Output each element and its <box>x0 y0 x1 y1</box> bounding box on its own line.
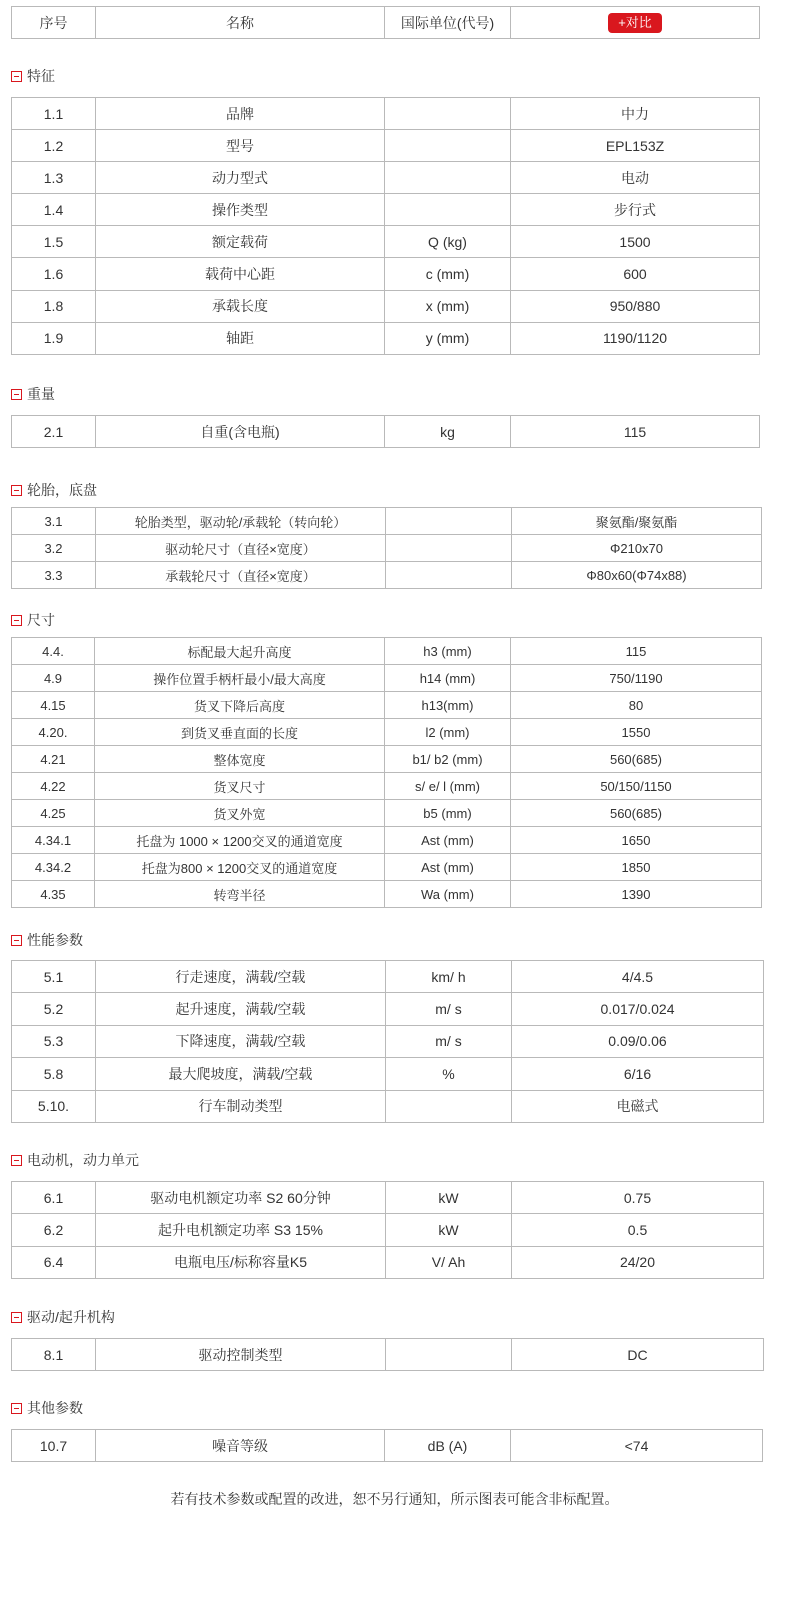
row-index: 4.35 <box>12 881 95 908</box>
collapse-minus-icon[interactable] <box>11 1155 22 1166</box>
section-title-label: 尺寸 <box>27 612 55 628</box>
row-value: 115 <box>511 416 760 448</box>
row-name: 到货叉垂直面的长度 <box>95 719 385 746</box>
table-row <box>12 1025 764 1057</box>
row-unit <box>385 162 511 194</box>
section-title-label: 特征 <box>27 68 55 84</box>
row-unit: h3 (mm) <box>385 638 511 665</box>
collapse-minus-icon[interactable] <box>11 389 22 400</box>
row-unit: kg <box>385 416 511 448</box>
row-unit: m/ s <box>386 993 512 1025</box>
table-row <box>12 322 760 354</box>
row-index: 5.10. <box>12 1090 96 1122</box>
row-index: 1.4 <box>12 194 96 226</box>
table-row <box>12 508 762 535</box>
row-unit: Wa (mm) <box>385 881 511 908</box>
table-row <box>12 1339 764 1371</box>
collapse-minus-icon[interactable] <box>11 935 22 946</box>
row-index: 4.20. <box>12 719 95 746</box>
row-name: 额定载荷 <box>96 226 385 258</box>
row-unit <box>385 98 511 130</box>
table-row <box>12 773 762 800</box>
table-row <box>12 746 762 773</box>
row-value: 聚氨酯/聚氨酯 <box>512 508 762 535</box>
section-title[interactable] <box>11 930 83 950</box>
row-index: 1.2 <box>12 130 96 162</box>
row-value: 电动 <box>511 162 760 194</box>
header-unit: 国际单位(代号) <box>385 7 511 39</box>
row-name: 品牌 <box>96 98 385 130</box>
row-value: 0.09/0.06 <box>512 1025 764 1057</box>
row-value: Φ210x70 <box>512 535 762 562</box>
row-value: 950/880 <box>511 290 760 322</box>
table-row <box>12 881 762 908</box>
row-unit <box>385 130 511 162</box>
row-index: 1.5 <box>12 226 96 258</box>
row-unit <box>386 562 512 589</box>
row-index: 1.3 <box>12 162 96 194</box>
row-name: 驱动控制类型 <box>96 1339 386 1371</box>
row-index: 1.8 <box>12 290 96 322</box>
row-value: 115 <box>511 638 762 665</box>
row-name: 轴距 <box>96 322 385 354</box>
row-name: 载荷中心距 <box>96 258 385 290</box>
row-name: 行走速度，满载/空载 <box>96 961 386 993</box>
row-index: 2.1 <box>12 416 96 448</box>
row-index: 4.34.2 <box>12 854 95 881</box>
footer-note: 若有技术参数或配置的改进，恕不另行通知，所示图表可能含非标配置。 <box>170 1491 619 1507</box>
section-title[interactable] <box>11 610 55 630</box>
row-name: 起升电机额定功率 S3 15% <box>96 1214 386 1246</box>
section-title[interactable] <box>11 1307 115 1327</box>
row-unit: % <box>386 1058 512 1090</box>
row-name: 承载长度 <box>96 290 385 322</box>
row-value: 0.017/0.024 <box>512 993 764 1025</box>
section-title[interactable] <box>11 1398 83 1418</box>
row-value: 750/1190 <box>511 665 762 692</box>
section-title-label: 驱动/起升机构 <box>27 1309 115 1325</box>
row-value: 1500 <box>511 226 760 258</box>
spec-table <box>11 97 760 355</box>
row-name: 电瓶电压/标称容量K5 <box>96 1246 386 1278</box>
table-row <box>12 130 760 162</box>
table-row <box>12 692 762 719</box>
row-name: 标配最大起升高度 <box>95 638 385 665</box>
row-value: 80 <box>511 692 762 719</box>
row-index: 8.1 <box>12 1339 96 1371</box>
row-index: 4.25 <box>12 800 95 827</box>
row-unit: V/ Ah <box>386 1246 512 1278</box>
header-table <box>11 6 760 39</box>
table-row <box>12 719 762 746</box>
row-name: 操作类型 <box>96 194 385 226</box>
spec-table <box>11 960 764 1123</box>
row-name: 行车制动类型 <box>96 1090 386 1122</box>
row-index: 3.1 <box>12 508 96 535</box>
compare-button[interactable]: +对比 <box>608 13 662 33</box>
table-row <box>12 290 760 322</box>
row-index: 1.1 <box>12 98 96 130</box>
table-row <box>12 1246 764 1278</box>
row-unit <box>386 535 512 562</box>
header-index: 序号 <box>12 7 96 39</box>
row-name: 自重(含电瓶) <box>96 416 385 448</box>
row-value: 0.75 <box>512 1182 764 1214</box>
row-name: 货叉下降后高度 <box>95 692 385 719</box>
row-unit: km/ h <box>386 961 512 993</box>
row-name: 最大爬坡度，满载/空载 <box>96 1058 386 1090</box>
row-unit <box>386 1339 512 1371</box>
row-value: 步行式 <box>511 194 760 226</box>
row-value: 中力 <box>511 98 760 130</box>
header-name: 名称 <box>96 7 385 39</box>
section-title-label: 性能参数 <box>27 932 83 948</box>
row-value: 4/4.5 <box>512 961 764 993</box>
row-unit <box>386 1090 512 1122</box>
row-index: 4.22 <box>12 773 95 800</box>
row-value: Φ80x60(Φ74x88) <box>512 562 762 589</box>
row-value: 1850 <box>511 854 762 881</box>
row-value: 电磁式 <box>512 1090 764 1122</box>
row-unit <box>385 194 511 226</box>
row-unit <box>386 508 512 535</box>
row-index: 4.34.1 <box>12 827 95 854</box>
row-unit: x (mm) <box>385 290 511 322</box>
row-name: 托盘为 1000 × 1200交叉的通道宽度 <box>95 827 385 854</box>
row-name: 货叉外宽 <box>95 800 385 827</box>
row-unit: kW <box>386 1182 512 1214</box>
spec-table <box>11 1338 764 1371</box>
table-row <box>12 1090 764 1122</box>
row-index: 4.15 <box>12 692 95 719</box>
row-name: 整体宽度 <box>95 746 385 773</box>
section-title-label: 轮胎，底盘 <box>27 482 97 498</box>
table-row <box>12 800 762 827</box>
collapse-minus-icon[interactable] <box>11 1403 22 1414</box>
row-name: 操作位置手柄杆最小/最大高度 <box>95 665 385 692</box>
row-name: 托盘为800 × 1200交叉的通道宽度 <box>95 854 385 881</box>
section-title-label: 其他参数 <box>27 1400 83 1416</box>
row-unit: y (mm) <box>385 322 511 354</box>
row-value: 1650 <box>511 827 762 854</box>
row-index: 3.3 <box>12 562 96 589</box>
header-compare-cell <box>511 7 760 39</box>
row-unit: h13(mm) <box>385 692 511 719</box>
row-index: 1.6 <box>12 258 96 290</box>
row-index: 5.1 <box>12 961 96 993</box>
row-unit: l2 (mm) <box>385 719 511 746</box>
row-unit: Q (kg) <box>385 226 511 258</box>
spec-table <box>11 1429 763 1462</box>
section-title[interactable] <box>11 384 55 404</box>
section-title-label: 重量 <box>27 386 55 402</box>
table-row <box>12 854 762 881</box>
row-unit: c (mm) <box>385 258 511 290</box>
row-value: 1390 <box>511 881 762 908</box>
row-name: 型号 <box>96 130 385 162</box>
row-name: 轮胎类型，驱动轮/承载轮（转向轮） <box>96 508 386 535</box>
row-index: 4.4. <box>12 638 95 665</box>
row-unit: h14 (mm) <box>385 665 511 692</box>
row-value: 1550 <box>511 719 762 746</box>
table-row <box>12 638 762 665</box>
spec-table <box>11 415 760 448</box>
spec-table <box>11 1181 764 1279</box>
section-title[interactable] <box>11 480 97 500</box>
table-row <box>12 194 760 226</box>
row-value: <74 <box>511 1430 763 1462</box>
spec-table <box>11 507 762 589</box>
table-row <box>12 562 762 589</box>
row-value: EPL153Z <box>511 130 760 162</box>
row-index: 1.9 <box>12 322 96 354</box>
row-index: 4.21 <box>12 746 95 773</box>
row-unit: kW <box>386 1214 512 1246</box>
row-value: 1190/1120 <box>511 322 760 354</box>
row-unit: dB (A) <box>385 1430 511 1462</box>
row-name: 动力型式 <box>96 162 385 194</box>
table-row <box>12 1058 764 1090</box>
collapse-minus-icon[interactable] <box>11 485 22 496</box>
row-value: 0.5 <box>512 1214 764 1246</box>
section-title[interactable] <box>11 66 55 86</box>
table-row <box>12 665 762 692</box>
row-index: 4.9 <box>12 665 95 692</box>
row-unit: m/ s <box>386 1025 512 1057</box>
row-name: 驱动轮尺寸（直径×宽度） <box>96 535 386 562</box>
row-value: 6/16 <box>512 1058 764 1090</box>
row-index: 3.2 <box>12 535 96 562</box>
collapse-minus-icon[interactable] <box>11 1312 22 1323</box>
table-row <box>12 258 760 290</box>
row-index: 5.8 <box>12 1058 96 1090</box>
row-name: 承载轮尺寸（直径×宽度） <box>96 562 386 589</box>
table-row <box>12 162 760 194</box>
row-unit: b5 (mm) <box>385 800 511 827</box>
row-value: DC <box>512 1339 764 1371</box>
row-name: 噪音等级 <box>96 1430 385 1462</box>
row-index: 5.3 <box>12 1025 96 1057</box>
table-row <box>12 416 760 448</box>
row-unit: Ast (mm) <box>385 854 511 881</box>
row-index: 6.4 <box>12 1246 96 1278</box>
table-row <box>12 1214 764 1246</box>
row-value: 600 <box>511 258 760 290</box>
row-value: 560(685) <box>511 746 762 773</box>
collapse-minus-icon[interactable] <box>11 71 22 82</box>
row-unit: b1/ b2 (mm) <box>385 746 511 773</box>
row-name: 起升速度，满载/空载 <box>96 993 386 1025</box>
table-row <box>12 993 764 1025</box>
row-index: 10.7 <box>12 1430 96 1462</box>
spec-table <box>11 637 762 908</box>
collapse-minus-icon[interactable] <box>11 615 22 626</box>
section-title-label: 电动机，动力单元 <box>27 1152 139 1168</box>
table-row <box>12 98 760 130</box>
table-row <box>12 1182 764 1214</box>
table-row <box>12 226 760 258</box>
row-unit: s/ e/ l (mm) <box>385 773 511 800</box>
row-name: 下降速度，满载/空载 <box>96 1025 386 1057</box>
table-row <box>12 827 762 854</box>
table-row <box>12 961 764 993</box>
section-title[interactable] <box>11 1150 139 1170</box>
row-index: 6.2 <box>12 1214 96 1246</box>
row-name: 货叉尺寸 <box>95 773 385 800</box>
row-index: 6.1 <box>12 1182 96 1214</box>
row-value: 24/20 <box>512 1246 764 1278</box>
row-name: 转弯半径 <box>95 881 385 908</box>
row-value: 560(685) <box>511 800 762 827</box>
row-name: 驱动电机额定功率 S2 60分钟 <box>96 1182 386 1214</box>
row-index: 5.2 <box>12 993 96 1025</box>
table-row <box>12 1430 763 1462</box>
row-value: 50/150/1150 <box>511 773 762 800</box>
table-row <box>12 535 762 562</box>
row-unit: Ast (mm) <box>385 827 511 854</box>
